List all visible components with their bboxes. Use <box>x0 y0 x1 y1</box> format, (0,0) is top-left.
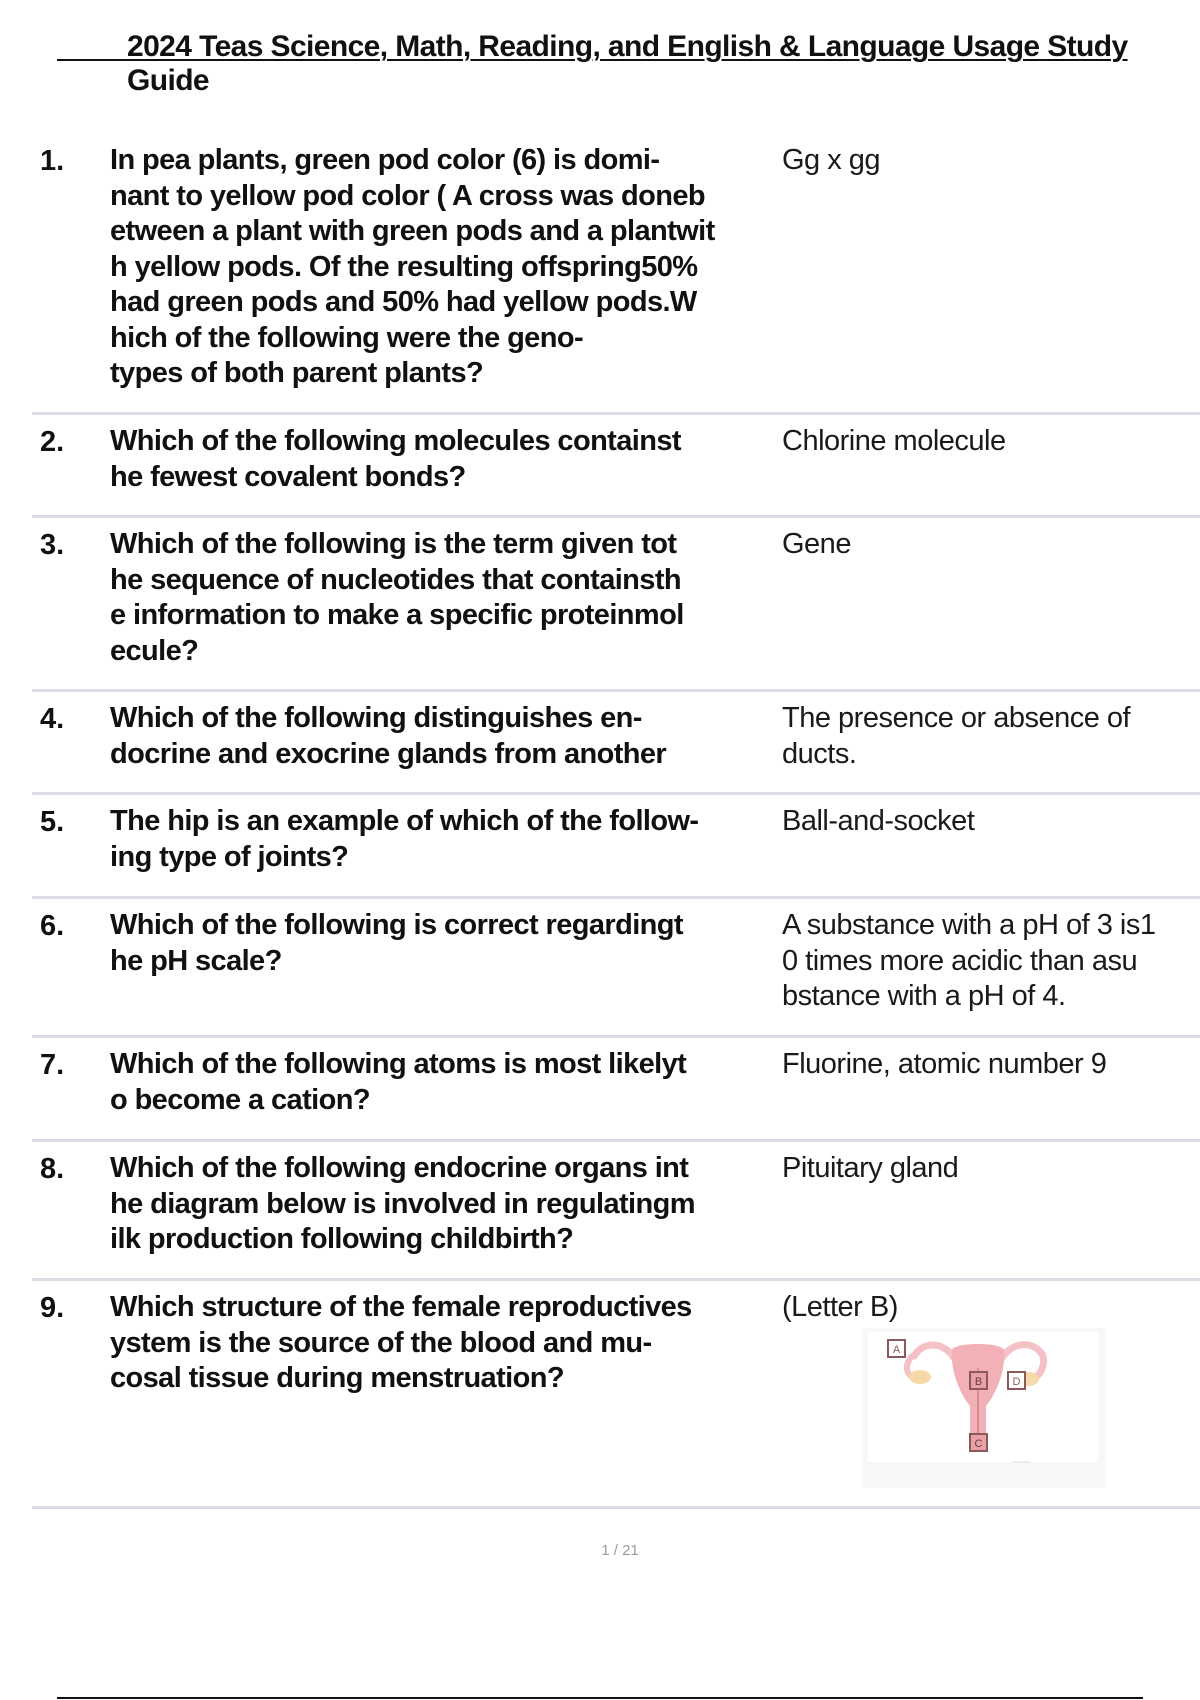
answer-text: Pituitary gland <box>782 1152 959 1184</box>
question-number: 3. <box>40 529 65 561</box>
question-number: 9. <box>40 1292 65 1324</box>
question-row-5 <box>32 804 1200 899</box>
page-indicator: 1 / 21 <box>601 1542 639 1559</box>
title-line-2: Guide <box>127 64 210 97</box>
question-number: 6. <box>40 910 65 942</box>
question-row-4 <box>32 701 1200 795</box>
answer-text: Fluorine, atomic number 9 <box>782 1048 1107 1080</box>
answer-text: Ball-and-socket <box>782 805 975 837</box>
bottom-divider <box>57 1697 1143 1699</box>
question-number: 1. <box>40 145 65 177</box>
document-title <box>127 30 1200 98</box>
reproductive-system-diagram <box>862 1328 1106 1488</box>
label-a-marker <box>888 1340 905 1357</box>
label-d: D <box>1012 1376 1021 1388</box>
label-b: B <box>974 1376 983 1388</box>
question-text: Which of the following distinguishes en- docrine and exocrine glands from another <box>110 702 667 770</box>
question-text: In pea plants, green pod color (6) is domi- nant to yellow pod color ( A cross was doneb etween a plant with green pods and a plantwit h yellow pods. Of the resulting offspring50% had green pods and 50% had yellow pods.W hich of the following were the geno- types of both parent plants? <box>110 144 715 389</box>
answer-text: Gene <box>782 528 851 560</box>
question-row-3 <box>32 527 1200 692</box>
question-text: Which of the following endocrine organs int he diagram below is involved in regulatingm ilk production following childbirth? <box>110 1152 695 1255</box>
uterus-illustration <box>862 1328 1106 1488</box>
question-row-2 <box>32 424 1200 518</box>
question-text: Which of the following molecules containst he fewest covalent bonds? <box>110 425 681 493</box>
label-d-marker <box>1008 1372 1025 1389</box>
question-row-1 <box>32 143 1200 415</box>
answer-text: Chlorine molecule <box>782 425 1006 457</box>
question-number: 8. <box>40 1153 65 1185</box>
question-text: Which of the following is correct regardingt he pH scale? <box>110 909 683 977</box>
question-number: 5. <box>40 806 65 838</box>
question-number: 2. <box>40 426 65 458</box>
question-row-7 <box>32 1047 1200 1142</box>
answer-text: A substance with a pH of 3 is1 0 times more acidic than asu bstance with a pH of 4. <box>782 909 1156 1012</box>
label-b-marker <box>970 1372 987 1389</box>
answer-text: (Letter B) <box>782 1291 898 1323</box>
question-number: 4. <box>40 703 65 735</box>
title-line-1: 2024 Teas Science, Math, Reading, and English & Language Usage Study <box>127 30 1128 63</box>
label-c: C <box>974 1438 983 1450</box>
question-row-6 <box>32 908 1200 1038</box>
answer-text: The presence or absence of ducts. <box>782 702 1131 770</box>
question-text: The hip is an example of which of the follow- ing type of joints? <box>110 805 699 873</box>
question-text: Which structure of the female reproductives ystem is the source of the blood and mu- cosal tissue during menstruation? <box>110 1291 692 1394</box>
label-c-marker <box>970 1434 987 1451</box>
question-text: Which of the following is the term given tot he sequence of nucleotides that containsth e information to make a specific proteinmol ecule? <box>110 528 684 667</box>
label-a: A <box>892 1344 901 1356</box>
question-text: Which of the following atoms is most likelyt o become a cation? <box>110 1048 687 1116</box>
title-underline-lead <box>57 59 127 61</box>
answer-text: Gg x gg <box>782 144 881 176</box>
question-row-8 <box>32 1151 1200 1281</box>
question-number: 7. <box>40 1049 65 1081</box>
